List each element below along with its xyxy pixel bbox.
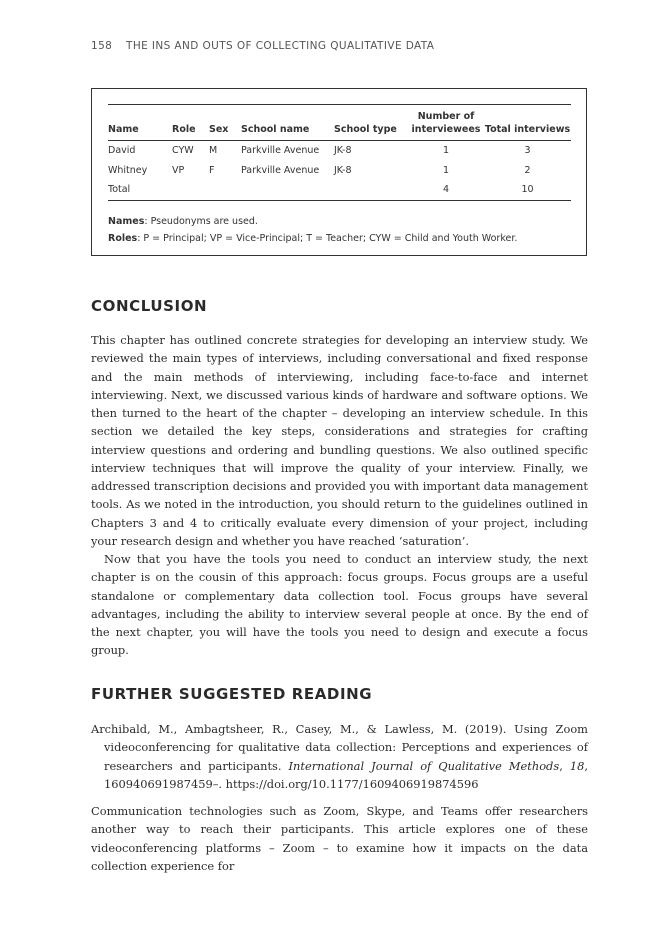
table-cell: CYW (172, 145, 194, 157)
col-header-school-type: School type (334, 124, 397, 135)
table-cell (241, 180, 334, 200)
note-text: : P = Principal; VP = Vice-Principal; T = Teacher; CYW = Child and Youth Worker. (137, 233, 518, 244)
table-cell: Parkville Avenue (241, 145, 320, 157)
col-header-interviewees: Number of interviewees (411, 111, 481, 135)
table-cell: Parkville Avenue (241, 164, 320, 176)
table-row (108, 141, 571, 161)
table-cell: 3 (524, 145, 531, 157)
table-header-row (108, 105, 571, 141)
page-number: 158 (91, 40, 113, 52)
table-cell: M (209, 145, 218, 157)
table-cell (172, 180, 209, 200)
table-row (108, 161, 571, 181)
running-head-title: THE INS AND OUTS OF COLLECTING QUALITATIVE DATA (126, 40, 435, 52)
conclusion-body (91, 331, 588, 660)
table-cell: JK-8 (334, 164, 352, 176)
running-head (91, 40, 434, 52)
table-cell: Whitney (108, 164, 148, 176)
table-cell: 2 (524, 164, 531, 176)
col-header-role: Role (172, 124, 196, 135)
table-notes (108, 213, 517, 247)
col-header-total-interviews: Total interviews (484, 124, 571, 135)
reference-authors: Archibald, M., Ambagtsheer, R., Casey, M., & Lawless, M. (2019). Using Zoom videoconferencing for qualitative data collection: Perceptions and experiences of researchers and participants. (91, 722, 588, 773)
reference-journal: International Journal of Qualitative Methods (288, 758, 560, 773)
note-label: Names (108, 216, 145, 227)
table-total-row (108, 180, 571, 200)
interview-summary-table (108, 104, 571, 201)
table-cell: 1 (442, 164, 450, 176)
reference-volume: 18 (569, 758, 585, 773)
table-note (108, 230, 517, 247)
note-text: : Pseudonyms are used. (144, 216, 258, 227)
conclusion-heading: CONCLUSION (91, 297, 208, 315)
table-cell (334, 180, 408, 200)
table-cell: VP (172, 164, 185, 176)
table-cell: F (209, 164, 215, 176)
note-label: Roles (108, 233, 138, 244)
reference-annotation: Communication technologies such as Zoom, Skype, and Teams offer researchers another way to reach their participants. This article explores one of these videoconferencing platforms – Zoom – to examine how it impacts on the data collection experience for (91, 804, 588, 873)
table-cell: 4 (442, 184, 450, 196)
reference-sep: , (559, 758, 570, 773)
paragraph: This chapter has outlined concrete strategies for developing an interview study. We reviewed the main types of interviews, including conversational and fixed response and the main methods of interviewing, including face-to-face and internet interviewing. Next, we discussed various kinds of hardware and software options. We then turned to the heart of the chapter – developing an interview schedule. In this section we detailed the key steps, considerations and strategies for crafting interview questions and ordering and bundling questions. We also outlined specific interview techniques that will improve the quality of your interview. Finally, we addressed transcription decisions and provided you with important data management tools. As we noted in the introduction, you should return to the guidelines outlined in Chapters 3 and 4 to critically evaluate every dimension of your project, including your research design and whether you have reached ‘saturation’. (91, 333, 588, 548)
table-cell: JK-8 (334, 145, 352, 157)
table-cell (209, 180, 241, 200)
col-header-name: Name (108, 124, 139, 135)
table-cell: David (108, 145, 136, 157)
col-header-school-name: School name (241, 124, 310, 135)
reference-entry (91, 720, 588, 793)
paragraph: Now that you have the tools you need to conduct an interview study, the next chapter is on the cousin of this approach: focus groups. Focus groups are a useful standalone or complementary data collection tool. Focus groups have several advantages, including the ability to interview several people at once. By the end of the next chapter, you will have the tools you need to design and execute a focus group. (91, 552, 588, 658)
table-cell: 10 (521, 184, 534, 196)
reference-rest: , 160940691987459–. https://doi.org/10.1177/1609406919874596 (104, 758, 588, 791)
table-cell: 1 (442, 145, 450, 157)
further-reading-heading: FURTHER SUGGESTED READING (91, 685, 373, 703)
col-header-sex: Sex (209, 124, 229, 135)
interview-summary-table-box (91, 88, 587, 256)
table-note (108, 213, 517, 230)
table-cell: Total (108, 184, 131, 196)
